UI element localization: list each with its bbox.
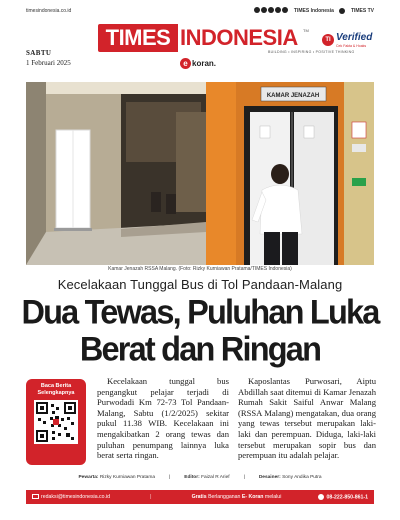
article-photo — [26, 82, 374, 265]
article-column-2: Kaposlantas Purwosari, Aiptu Abdillah saat ditemui di Kamar Jenazah Rumah Sakit Saiful Anwar Malang (RSSA Malang) mengatakan, dua orang yang tewas tersebut merupakan laki-laki dan perempuan. Diduga, laki-laki tersebut merupakan sopir bus dan perempuan itu adalah pelajar. — [238, 376, 376, 461]
qr-code[interactable] — [34, 400, 78, 444]
writer-credit: Pewarta: Rizky Kurniawan Pratama — [78, 475, 155, 480]
logo-times: TIMES — [98, 24, 178, 52]
verified-subtitle: Cek Fakta & Hoaks — [336, 44, 367, 48]
read-more-qr-box[interactable] — [26, 379, 86, 465]
article-credits — [26, 475, 374, 480]
designer-credit: Desainer: Sony Andika Putra — [258, 475, 322, 480]
headline-line-2: Berat dan Ringan — [79, 329, 321, 368]
threads-icon[interactable] — [282, 7, 288, 13]
footer-promo: Gratis Berlangganan E- Koran melalui — [191, 494, 282, 500]
mail-icon — [32, 494, 39, 499]
footer-bar — [26, 490, 374, 504]
masthead — [0, 22, 400, 82]
whatsapp-icon — [318, 494, 324, 500]
edition-full-date: 1 Februari 2025 — [26, 59, 71, 67]
social-handle-times-indonesia[interactable]: TIMES Indonesia — [293, 8, 334, 14]
ekoran-word: koran. — [192, 59, 217, 68]
website-url[interactable]: timesindonesia.co.id — [26, 8, 72, 14]
credit-separator: | — [243, 475, 245, 480]
footer-email[interactable]: redaksi@timesindonesia.co.id — [32, 494, 110, 500]
instagram-icon[interactable] — [261, 7, 267, 13]
article-headline — [18, 294, 382, 368]
credit-separator: | — [169, 475, 171, 480]
logo-indonesia: INDONESIA — [180, 25, 298, 50]
tiktok-icon[interactable] — [275, 7, 281, 13]
verified-logo — [322, 32, 376, 52]
verified-word: Verified — [336, 32, 373, 43]
x-icon[interactable] — [268, 7, 274, 13]
article-column-1: Kecelakaan tunggal bus pengangkut pelajar terjadi di Purwodadi Km 72-73 Tol Pandaan-Malang, Sabtu (1/2/2025) sekitar pukul 11.38 WIB. Kecelakaan ini mengakibatkan 2 orang tewas dan puluhan penumpang lainnya luka berat serta ringan. — [97, 376, 229, 461]
social-icons — [254, 7, 289, 15]
logo-tagline: BUILDING • INSPIRING • POSITIVE THINKING — [268, 50, 355, 54]
ekoran-logo — [180, 58, 216, 69]
article-kicker: Kecelakaan Tunggal Bus di Tol Pandaan-Malang — [57, 277, 343, 292]
qr-label: Baca Berita Selengkapnya — [37, 383, 75, 396]
footer-phone[interactable]: 08-222-850-861-1 — [318, 494, 368, 500]
ekoran-e-icon: e — [180, 58, 191, 69]
door-sign-text: KAMAR JENAZAH — [266, 93, 320, 99]
social-links — [254, 7, 374, 15]
top-strip — [0, 0, 400, 22]
logo-trademark: TM — [303, 28, 309, 33]
youtube-icon[interactable] — [339, 8, 345, 14]
footer-separator: | — [150, 494, 152, 500]
facebook-icon[interactable] — [254, 7, 260, 13]
headline-line-1: Dua Tewas, Puluhan Luka — [21, 293, 379, 331]
verified-ti-icon: TI — [322, 34, 334, 46]
edition-date — [26, 48, 71, 68]
editor-credit: Editor: Faizal R Arief — [184, 475, 230, 480]
edition-day: SABTU — [26, 49, 52, 57]
photo-caption: Kamar Jenazah RSSA Malang. (Foto: Rizky Kurniawan Pratama/TIMES Indonesia) — [108, 266, 292, 272]
social-handle-times-tv[interactable]: TIMES TV — [350, 8, 374, 14]
morgue-scene-illustration — [26, 82, 374, 265]
qr-code-pattern — [36, 402, 76, 442]
